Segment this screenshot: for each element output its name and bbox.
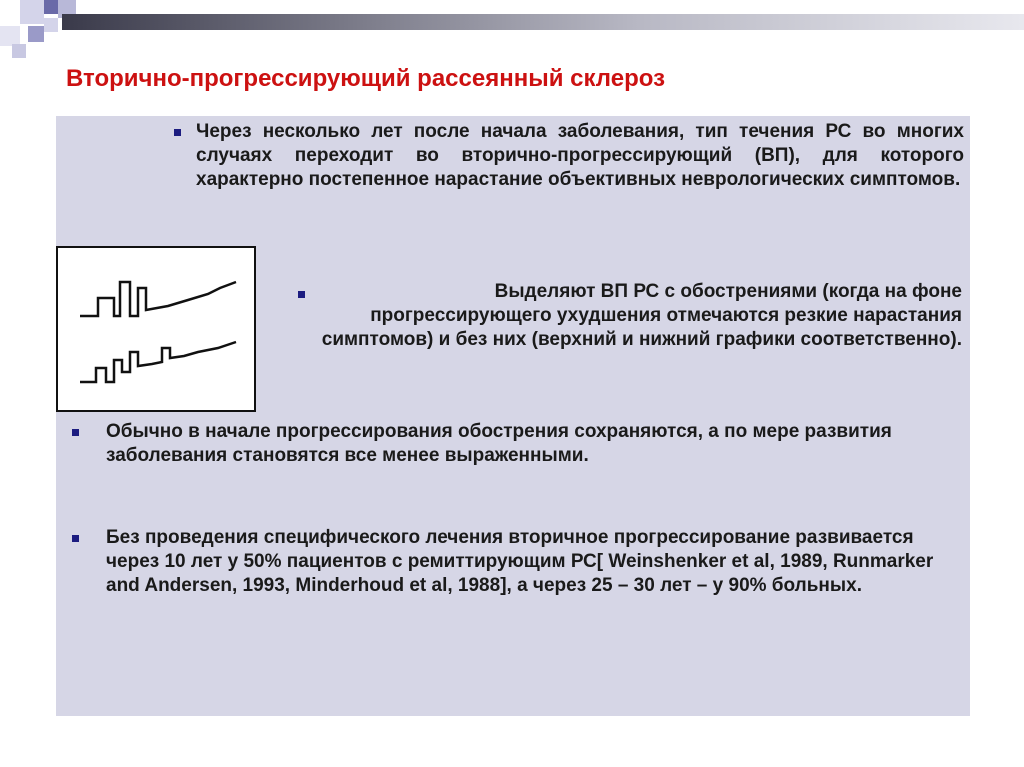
bullet-text: Обычно в начале прогрессирования обострения сохраняются, а по мере развития заболевания становятся все менее выраженными. bbox=[106, 421, 892, 466]
bullet-square-icon bbox=[72, 429, 79, 436]
header-gradient-bar bbox=[62, 14, 1024, 30]
decor-square bbox=[28, 26, 44, 42]
bullet-text: Через несколько лет после начала заболевания, тип течения РС во многих случаях переходит во вторично-прогрессирующий (ВП), для которого характерно постепенное нарастание объективных неврологических симптомов. bbox=[196, 121, 964, 190]
decor-square bbox=[44, 18, 58, 32]
disease-course-graph-icon bbox=[56, 246, 256, 412]
graph-svg bbox=[58, 248, 254, 410]
bullet-square-icon bbox=[174, 129, 181, 136]
decor-square bbox=[20, 0, 44, 24]
slide-title: Вторично-прогрессирующий рассеянный склероз bbox=[66, 65, 666, 92]
bullet-text: Выделяют ВП РС с обострениями (когда на фоне прогрессирующего ухудшения отмечаются резкие нарастания симптомов) и без них (верхний и нижний графики соответственно). bbox=[321, 281, 962, 350]
bullet-square-icon bbox=[298, 291, 305, 298]
decor-square bbox=[0, 26, 20, 46]
upper-graph-line bbox=[80, 282, 236, 316]
lower-graph-line bbox=[80, 342, 236, 382]
decor-square bbox=[44, 0, 58, 14]
bullet-square-icon bbox=[72, 535, 79, 542]
bullet-item bbox=[106, 526, 966, 598]
content-panel bbox=[56, 116, 970, 716]
bullet-item bbox=[106, 420, 966, 468]
bullet-item bbox=[276, 280, 962, 352]
bullet-text: Без проведения специфического лечения вторичное прогрессирование развивается через 10 лет у 50% пациентов с ремиттирующим РС[ Weinshenker et al, 1989, Runmarker and Andersen, 1993, Minderhoud et al, 1988], а через 25 – 30 лет – у 90% больных. bbox=[106, 527, 934, 596]
decor-square bbox=[12, 44, 26, 58]
bullet-item bbox=[196, 120, 964, 192]
